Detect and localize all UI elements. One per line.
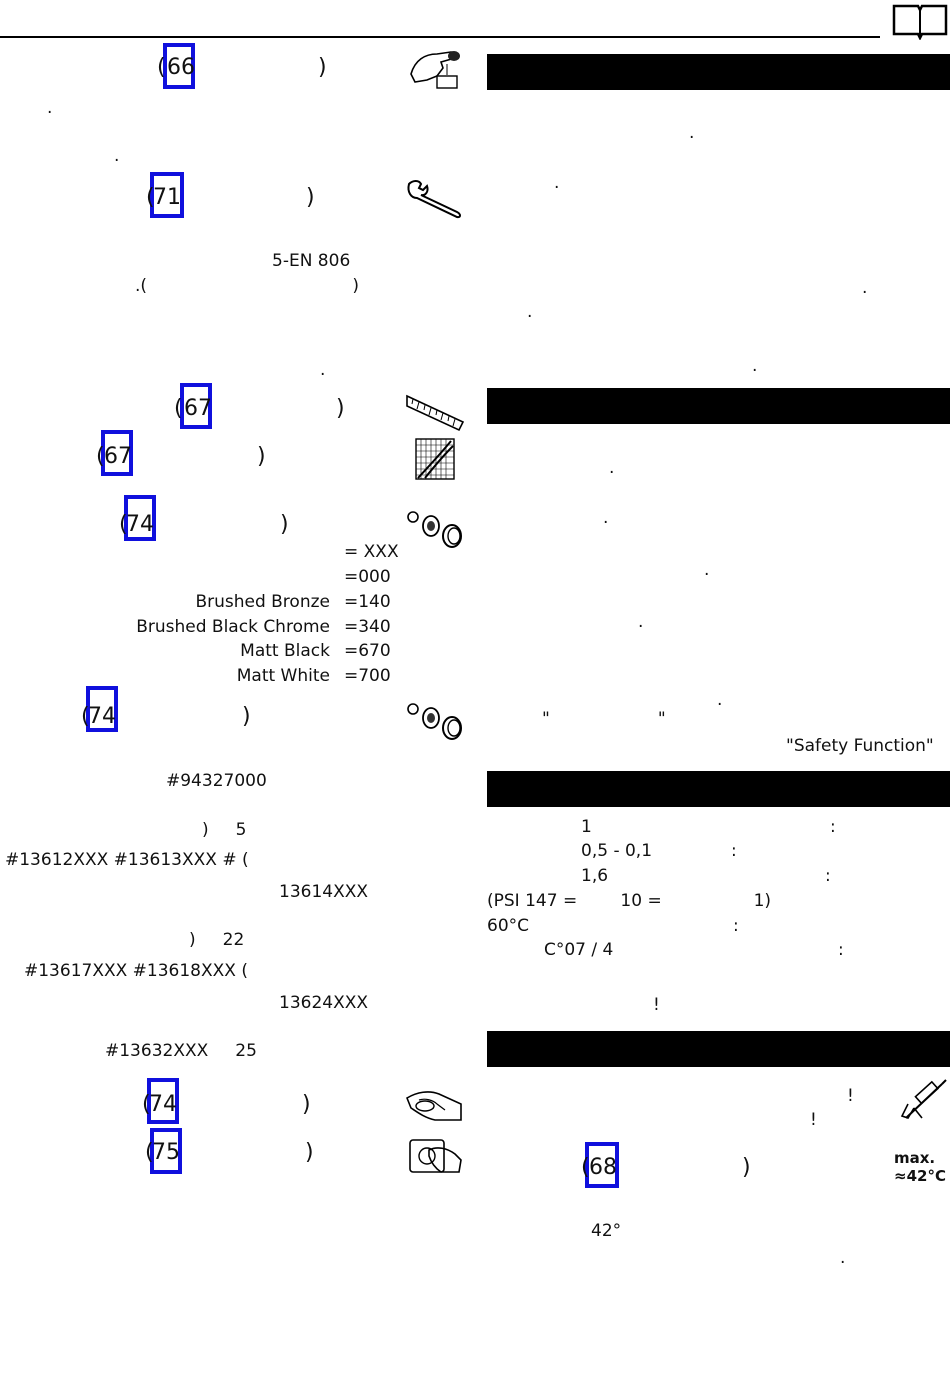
dot: . xyxy=(114,146,120,166)
ref-open: ( xyxy=(119,512,128,537)
hand-valve-icon xyxy=(407,1136,463,1176)
max-temp-label: max. xyxy=(894,1149,936,1167)
dot: . xyxy=(47,98,53,118)
finish-name: Matt White xyxy=(236,666,330,686)
hand-shower-temperature-icon xyxy=(407,46,463,92)
ref-number: 71 xyxy=(153,185,181,210)
ref-close: ) xyxy=(305,1140,314,1165)
spare-parts-icon xyxy=(405,700,465,742)
finish-code: =140 xyxy=(344,592,391,612)
ref-open: ( xyxy=(146,185,155,210)
ref-number: 74 xyxy=(88,704,116,729)
ref-open: ( xyxy=(581,1155,590,1180)
temp-colon: : xyxy=(733,916,739,936)
parts-line: 13614XXX xyxy=(279,882,369,902)
parts-line: ) 5 xyxy=(202,820,247,840)
part-number-main: #94327000 xyxy=(166,771,267,791)
dot: . xyxy=(554,173,560,193)
dot: . xyxy=(704,560,710,580)
finish-name: Brushed Bronze xyxy=(195,592,330,612)
finish-code: =700 xyxy=(344,666,391,686)
tech-colon: : xyxy=(830,817,836,837)
temp-colon: : xyxy=(838,940,844,960)
cleaning-hand-icon xyxy=(405,1086,465,1124)
ref-open: ( xyxy=(96,444,105,469)
ref-close: ) xyxy=(242,704,251,729)
ref-number: 67 xyxy=(184,396,212,421)
finish-code: =000 xyxy=(344,567,391,587)
paren-text: .( ) xyxy=(135,276,360,296)
ref-number: 66 xyxy=(167,55,195,80)
ref-open: ( xyxy=(157,55,166,80)
section-header-bar xyxy=(487,388,950,424)
dot: . xyxy=(609,458,615,478)
ref-open: ( xyxy=(142,1092,151,1117)
finish-code: = XXX xyxy=(344,542,399,562)
finish-code: =340 xyxy=(344,617,391,637)
exclamation: ! xyxy=(847,1086,854,1106)
section-header-bar xyxy=(487,54,950,90)
silicone-gun-icon xyxy=(898,1078,948,1122)
finish-name: Matt Black xyxy=(240,641,330,661)
ref-close: ) xyxy=(280,512,289,537)
dot: . xyxy=(527,302,533,322)
wrench-icon xyxy=(405,178,465,220)
dot: . xyxy=(840,1248,846,1268)
dot: . xyxy=(689,123,695,143)
dot: . xyxy=(717,690,723,710)
tech-value: 1 xyxy=(581,817,592,837)
parts-line: #13632XXX 25 xyxy=(105,1041,257,1061)
ref-number: 67 xyxy=(104,444,132,469)
tech-colon: : xyxy=(825,866,831,886)
temp-value: 60°C xyxy=(487,916,530,936)
flow-diagram-icon xyxy=(415,438,455,480)
ref-number: 74 xyxy=(149,1092,177,1117)
temp-value: C°07 / 4 xyxy=(544,940,614,960)
dot: . xyxy=(638,612,644,632)
ruler-icon xyxy=(405,392,465,432)
quotes-text: " " xyxy=(542,709,666,729)
psi-line: (PSI 147 = 10 = 1) xyxy=(487,891,772,911)
finish-name: Brushed Black Chrome xyxy=(136,617,330,637)
ref-number: 74 xyxy=(126,512,154,537)
ref-open: ( xyxy=(81,704,90,729)
dot: . xyxy=(862,278,868,298)
ref-number: 68 xyxy=(589,1155,617,1180)
tech-value: 1,6 xyxy=(581,866,609,886)
spare-parts-icon xyxy=(405,508,465,550)
ref-close: ) xyxy=(318,55,327,80)
ref-close: ) xyxy=(336,396,345,421)
safety-function-text: "Safety Function" xyxy=(786,736,934,756)
exclamation: ! xyxy=(653,995,660,1015)
ref-open: ( xyxy=(145,1140,154,1165)
section-header-bar xyxy=(487,1031,950,1067)
parts-line: #13617XXX #13618XXX ( xyxy=(24,961,248,981)
max-temp-value: ≈42°C xyxy=(894,1167,946,1185)
ref-close: ) xyxy=(742,1155,751,1180)
norm-text: 5-EN 806 xyxy=(272,251,351,271)
finish-code: =670 xyxy=(344,641,391,661)
dot: . xyxy=(752,356,758,376)
ref-close: ) xyxy=(306,185,315,210)
parts-line: 13624XXX xyxy=(279,993,369,1013)
section-header-bar xyxy=(487,771,950,807)
ref-close: ) xyxy=(257,444,266,469)
ref-number: 75 xyxy=(152,1140,180,1165)
ref-close: ) xyxy=(302,1092,311,1117)
header-rule xyxy=(0,36,880,38)
degree-text: 42° xyxy=(591,1221,622,1241)
parts-line: #13612XXX #13613XXX # ( xyxy=(5,850,249,870)
parts-line: ) 22 xyxy=(189,930,245,950)
tech-value: 0,5 - 0,1 xyxy=(581,841,653,861)
ref-open: ( xyxy=(174,396,183,421)
dot: . xyxy=(603,508,609,528)
dot: . xyxy=(320,360,326,380)
tech-colon: : xyxy=(731,841,737,861)
exclamation: ! xyxy=(810,1110,817,1130)
manual-book-icon xyxy=(890,2,950,40)
